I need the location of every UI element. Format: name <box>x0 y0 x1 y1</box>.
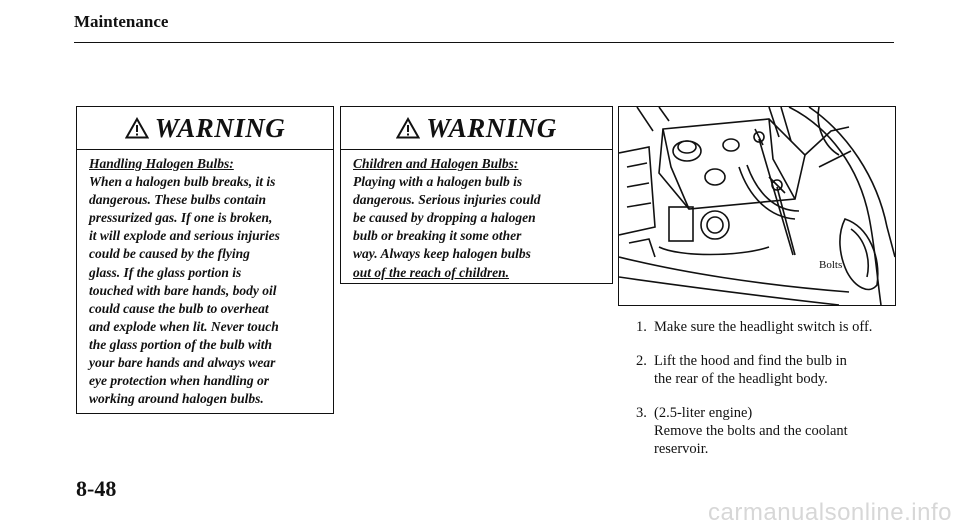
step-line: (2.5-liter engine) <box>654 405 753 421</box>
warning-body <box>77 150 333 414</box>
warning-line: dangerous. Serious injuries could <box>353 192 541 208</box>
step-text <box>654 404 936 458</box>
step-number: 1. <box>636 319 647 335</box>
warning-line: glass. If the glass portion is <box>89 264 242 280</box>
watermark: carmanualsonline.info <box>708 499 952 526</box>
warning-line: dangerous. These bulbs contain <box>89 192 267 208</box>
warning-heading <box>341 107 612 150</box>
warning-line: way. Always keep halogen bulbs <box>353 246 531 262</box>
warning-line: out of the reach of children. <box>353 264 510 280</box>
engine-bay-drawing <box>619 107 895 305</box>
warning-line: When a halogen bulb breaks, it is <box>89 174 276 190</box>
warning-subtitle: Handling Halogen Bulbs: <box>89 156 234 171</box>
instruction-steps <box>636 318 936 474</box>
warning-body <box>341 150 612 288</box>
warning-subtitle: Children and Halogen Bulbs: <box>353 156 519 171</box>
warning-triangle-icon <box>125 117 149 139</box>
page-number: 8-48 <box>76 476 117 501</box>
step-line: Remove the bolts and the coolant <box>654 423 848 439</box>
warning-line: could cause the bulb to overheat <box>89 300 269 316</box>
warning-line: your bare hands and always wear <box>89 355 276 371</box>
engine-bay-illustration <box>618 106 896 306</box>
warning-line: the glass portion of the bulb with <box>89 336 273 352</box>
warning-line: working around halogen bulbs. <box>89 391 264 407</box>
warning-box-halogen-handling <box>76 106 334 414</box>
step-text <box>654 318 936 336</box>
step-item <box>636 352 936 388</box>
warning-line: eye protection when handling or <box>89 373 270 389</box>
warning-line: be caused by dropping a halogen <box>353 210 536 226</box>
warning-line: touched with bare hands, body oil <box>89 282 277 298</box>
step-line: reservoir. <box>654 441 709 457</box>
step-line: Lift the hood and find the bulb in <box>654 353 847 369</box>
warning-heading-text: WARNING <box>154 112 286 143</box>
header-divider <box>74 42 894 43</box>
warning-line: it will explode and serious injuries <box>89 228 280 244</box>
figure-label-bolts: Bolts <box>819 259 843 271</box>
warning-line: and explode when lit. Never touch <box>89 318 279 334</box>
page-header-title: Maintenance <box>74 12 169 31</box>
step-number: 3. <box>636 405 647 421</box>
step-line: Make sure the headlight switch is off. <box>654 319 873 335</box>
warning-triangle-icon <box>396 117 420 139</box>
warning-line: bulb or breaking it some other <box>353 228 522 244</box>
warning-line: Playing with a halogen bulb is <box>353 174 523 190</box>
step-number: 2. <box>636 353 647 369</box>
step-item <box>636 318 936 336</box>
warning-box-children <box>340 106 613 284</box>
warning-line: could be caused by the flying <box>89 246 250 262</box>
step-text <box>654 352 936 388</box>
step-item <box>636 404 936 458</box>
warning-heading <box>77 107 333 150</box>
warning-line: pressurized gas. If one is broken, <box>89 210 273 226</box>
step-line: the rear of the headlight body. <box>654 371 828 387</box>
warning-heading-text: WARNING <box>426 112 557 143</box>
